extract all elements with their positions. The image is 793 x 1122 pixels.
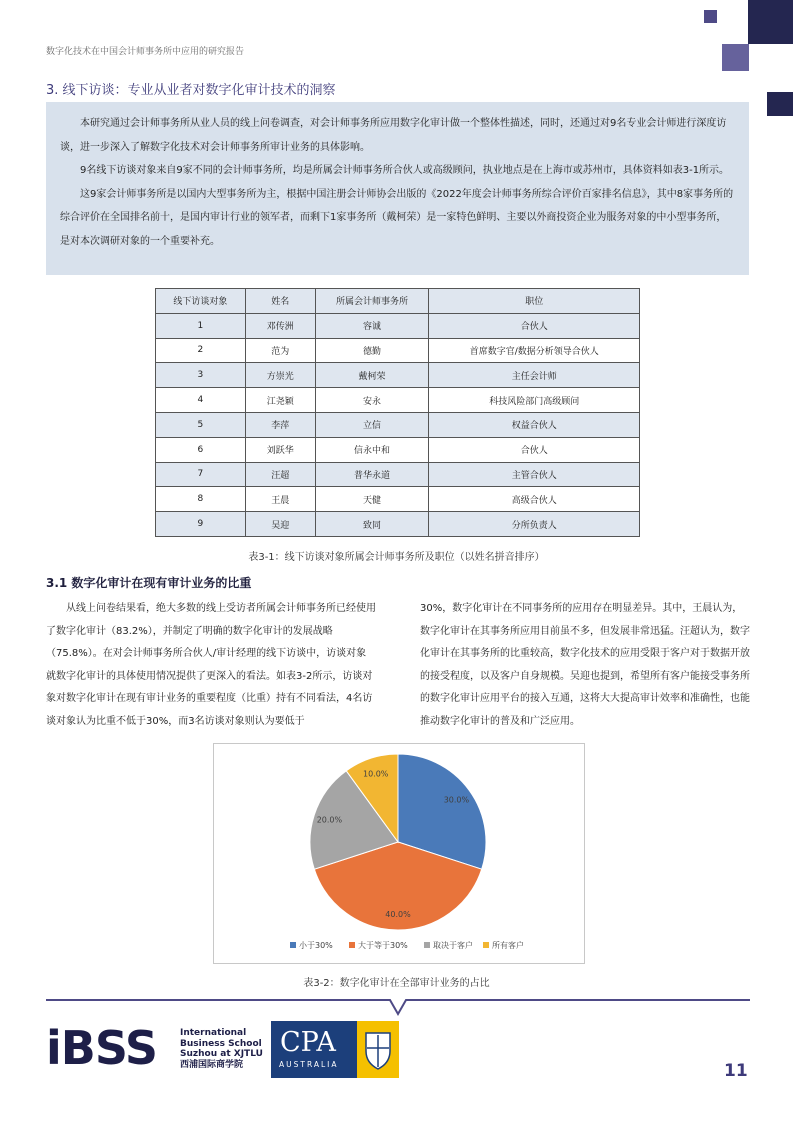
cpa-logo-subtext: AUSTRALIA <box>279 1060 339 1069</box>
table-row <box>156 338 640 363</box>
decorative-square <box>767 92 793 116</box>
pie-data-label: 40.0% <box>385 910 411 920</box>
table-cell: 吴迎 <box>245 512 315 537</box>
table-cell: 分所负责人 <box>429 512 640 537</box>
table-cell: 天健 <box>315 487 429 512</box>
table-cell: 方崇光 <box>245 363 315 388</box>
table-cell: 3 <box>156 363 246 388</box>
table-caption: 表3-1：线下访谈对象所属会计师事务所及职位（以姓名拼音排序） <box>248 552 545 563</box>
pie-data-label: 10.0% <box>362 769 389 779</box>
table-row <box>156 512 640 537</box>
legend-swatch <box>483 942 489 948</box>
table-cell: 8 <box>156 487 246 512</box>
table-cell: 李萍 <box>245 412 315 437</box>
interviewee-table <box>155 288 640 537</box>
table-cell: 科技风险部门高级顾问 <box>429 388 640 413</box>
table-cell: 德勤 <box>315 338 429 363</box>
table-header-row <box>156 289 640 314</box>
table-cell: 安永 <box>315 388 429 413</box>
legend-swatch <box>290 942 296 948</box>
intro-paragraph: 这9家会计师事务所是以国内大型事务所为主，根据中国注册会计师协会出版的《2022年度会计师事务所综合评价百家排名信息》，其中8家事务所的综合评价在全国排名前十，是国内审计行业的领军者，而剩下1家事务所（戴柯荣）是一家特色鲜明、主要以外商投资企业为服务对象的中小型事务所，是对本次调研对象的一个重要补充。 <box>60 188 734 247</box>
table-cell: 合伙人 <box>429 313 640 338</box>
table-cell: 主管合伙人 <box>429 462 640 487</box>
table-row <box>156 487 640 512</box>
table-row <box>156 313 640 338</box>
body-text-left: 从线上问卷结果看，绝大多数的线上受访者所属会计师事务所已经使用了数字化审计（83.2%），并制定了明确的数字化审计的发展战略（75.8%）。在对会计师事务所合伙人/审计经理的线下访谈中，访谈对象就数字化审计的具体使用情况提供了更深入的看法。如表3-2所示，访谈对象对数字化审计在现有审计业务的重要程度（比重）持有不同看法，4名访谈对象认为比重不低于30%，而3名访谈对象则认为要低于 <box>46 603 376 727</box>
table-cell: 王晨 <box>245 487 315 512</box>
pie-data-label: 30.0% <box>443 795 470 805</box>
table-cell: 容诚 <box>315 313 429 338</box>
legend-swatch <box>424 942 430 948</box>
table-cell: 信永中和 <box>315 437 429 462</box>
cpa-logo-text: CPA <box>280 1027 336 1058</box>
table-cell: 1 <box>156 313 246 338</box>
table-cell: 首席数字官/数据分析领导合伙人 <box>429 338 640 363</box>
table-cell: 汪超 <box>245 462 315 487</box>
table-row <box>156 462 640 487</box>
cpa-australia-logo <box>271 1021 399 1078</box>
table-header-cell: 线下访谈对象 <box>156 289 246 314</box>
table-cell: 主任会计师 <box>429 363 640 388</box>
running-header: 数字化技术在中国会计师事务所中应用的研究报告 <box>46 47 245 57</box>
ibss-name-line: International <box>180 1028 247 1038</box>
decorative-square <box>704 10 717 23</box>
decorative-square <box>722 44 749 71</box>
pie-chart-svg <box>214 744 584 963</box>
legend-label: 取决于客户 <box>433 941 473 950</box>
table-cell: 6 <box>156 437 246 462</box>
table-cell: 高级合伙人 <box>429 487 640 512</box>
table-cell: 戴柯荣 <box>315 363 429 388</box>
table-cell: 江尧颖 <box>245 388 315 413</box>
intro-paragraph: 9名线下访谈对象来自9家不同的会计师事务所，均是所属会计师事务所合伙人或高级顾问，执业地点是在上海市或苏州市，具体资料如表3-1所示。 <box>80 165 730 176</box>
page-number: 11 <box>724 1061 748 1081</box>
ibss-name-line: Suzhou at XJTLU <box>180 1049 263 1059</box>
intro-box <box>46 102 749 275</box>
table-row <box>156 412 640 437</box>
table-cell: 邓传洲 <box>245 313 315 338</box>
table-cell: 4 <box>156 388 246 413</box>
table-cell: 9 <box>156 512 246 537</box>
crest-icon <box>357 1021 399 1078</box>
decorative-square <box>748 0 793 44</box>
table-header-cell: 所属会计师事务所 <box>315 289 429 314</box>
table-cell: 合伙人 <box>429 437 640 462</box>
table-cell: 普华永道 <box>315 462 429 487</box>
table-header-cell: 职位 <box>429 289 640 314</box>
footer-divider <box>46 994 750 1020</box>
table-cell: 5 <box>156 412 246 437</box>
table-cell: 权益合伙人 <box>429 412 640 437</box>
section-title: 3. 线下访谈：专业从业者对数字化审计技术的洞察 <box>46 83 336 98</box>
subsection-title: 3.1 数字化审计在现有审计业务的比重 <box>46 576 252 590</box>
legend-swatch <box>349 942 355 948</box>
pie-chart <box>213 743 585 964</box>
legend-label: 大于等于30% <box>358 941 408 950</box>
ibss-logo: iBSS <box>46 1021 158 1075</box>
legend-label: 小于30% <box>299 941 333 950</box>
table-cell: 致同 <box>315 512 429 537</box>
table-header-cell: 姓名 <box>245 289 315 314</box>
table-cell: 范为 <box>245 338 315 363</box>
table-row <box>156 437 640 462</box>
legend-label: 所有客户 <box>492 941 524 950</box>
table-body <box>156 313 640 536</box>
table-row <box>156 388 640 413</box>
intro-paragraph: 本研究通过会计师事务所从业人员的线上问卷调查，对会计师事务所应用数字化审计做一个整体性描述，同时，还通过对9名专业会计师进行深度访谈，进一步深入了解数字化技术对会计师事务所审计业务的具体影响。 <box>60 118 727 153</box>
ibss-name <box>180 1028 263 1070</box>
ibss-name-line: 西浦国际商学院 <box>180 1059 244 1070</box>
table-cell: 刘跃华 <box>245 437 315 462</box>
table-row <box>156 363 640 388</box>
ibss-name-line: Business School <box>180 1038 262 1049</box>
table-cell: 7 <box>156 462 246 487</box>
body-text-right: 30%，数字化审计在不同事务所的应用存在明显差异。其中，王晨认为，数字化审计在其事务所应用目前虽不多，但发展非常迅猛。汪超认为，数字化审计在其事务所的比重较高，数字化技术的应用受限于客户对于数据开放的接受程度，以及客户自身规模。吴迎也提到，希望所有客户能接受事务所的数字化审计应用平台的接入互通，这将大大提高审计效率和准确性，也能推动数字化审计的普及和广泛应用。 <box>420 603 750 727</box>
table-cell: 2 <box>156 338 246 363</box>
table-cell: 立信 <box>315 412 429 437</box>
pie-data-label: 20.0% <box>316 815 343 825</box>
chart-caption: 表3-2：数字化审计在全部审计业务的占比 <box>303 978 490 989</box>
